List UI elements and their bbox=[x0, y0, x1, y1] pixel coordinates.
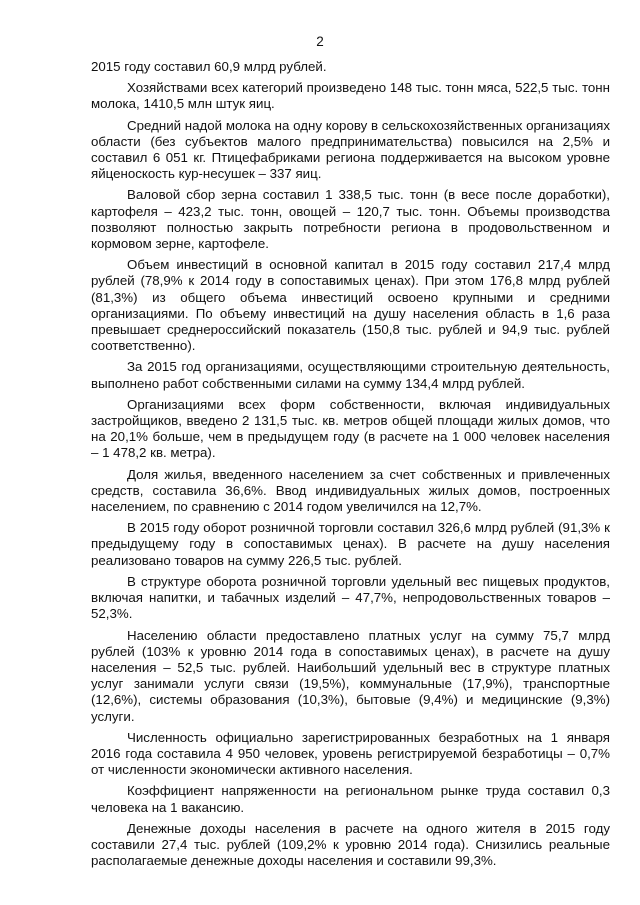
paragraph-paid-services: Населению области предоставлено платных услуг на сумму 75,7 млрд рублей (103% к уровню 2014 года в сопоставимых ценах), в расчете на душу населения – 52,5 тыс. рублей. Наибольший удельный вес в структуре платных услуг занимали услуги связи (19,5%), коммунальные (17,9%), транспортные (12,6%), системы образования (10,3%), бытовые (9,4%) и медицинские (9,3%) услуги. bbox=[91, 627, 610, 724]
document-body bbox=[91, 59, 610, 874]
paragraph-continuation: 2015 году составил 60,9 млрд рублей. bbox=[91, 59, 327, 74]
paragraph-investment: Объем инвестиций в основной капитал в 2015 году составил 217,4 млрд рублей (78,9% к 2014 году в сопоставимых ценах). При этом 176,8 млрд рублей (81,3%) из общего объема инвестиций освоено крупными и средними организациями. По объему инвестиций на душу населения область в 1,6 раза превышает среднероссийский показатель (150,8 тыс. рублей и 94,9 тыс. рублей соответственно). bbox=[91, 257, 610, 354]
paragraph-labor-tension: Коэффициент напряженности на региональном рынке труда составил 0,3 человека на 1 вакансию. bbox=[91, 783, 610, 815]
paragraph-retail-structure: В структуре оборота розничной торговли удельный вес пищевых продуктов, включая напитки, и табачных изделий – 47,7%, непродовольственных товаров – 52,3%. bbox=[91, 573, 610, 622]
paragraph-income: Денежные доходы населения в расчете на одного жителя в 2015 году составили 27,4 тыс. рублей (109,2% к уровню 2014 года). Снизились реальные располагаемые денежные доходы населения и составили 99,3%. bbox=[91, 820, 610, 869]
page-number: 2 bbox=[316, 34, 324, 49]
paragraph-housing-share: Доля жилья, введенного населением за счет собственных и привлеченных средств, составила 36,6%. Ввод индивидуальных жилых домов, построенных населением, по сравнению с 2014 годом увеличился на 12,7%. bbox=[91, 466, 610, 515]
paragraph-grain-harvest: Валовой сбор зерна составил 1 338,5 тыс. тонн (в весе после доработки), картофеля – 423,2 тыс. тонн, овощей – 120,7 тыс. тонн. Объемы производства позволяют полностью закрыть потребности региона в продовольственном и кормовом зерне, картофеле. bbox=[91, 187, 610, 252]
paragraph-milk-yield: Средний надой молока на одну корову в сельскохозяйственных организациях области (без субъектов малого предпринимательства) повысился на 2,5% и составил 6 051 кг. Птицефабриками региона поддерживается на высоком уровне яйценоскость кур-несушек – 337 яиц. bbox=[91, 117, 610, 182]
paragraph-construction: За 2015 год организациями, осуществляющими строительную деятельность, выполнено работ собственными силами на сумму 134,4 млрд рублей. bbox=[91, 359, 610, 391]
paragraph-retail-turnover: В 2015 году оборот розничной торговли составил 326,6 млрд рублей (91,3% к предыдущему году в сопоставимых ценах). В расчете на душу населения реализовано товаров на сумму 226,5 тыс. рублей. bbox=[91, 520, 610, 568]
paragraph-farm-production: Хозяйствами всех категорий произведено 148 тыс. тонн мяса, 522,5 тыс. тонн молока, 1410,5 млн штук яиц. bbox=[91, 80, 610, 112]
paragraph-housing: Организациями всех форм собственности, включая индивидуальных застройщиков, введено 2 131,5 тыс. кв. метров общей площади жилых домов, что на 20,1% больше, чем в предыдущем году (в расчете на 1 000 человек населения – 1 478,2 кв. метра). bbox=[91, 396, 610, 461]
paragraph-unemployment: Численность официально зарегистрированных безработных на 1 января 2016 года составила 4 950 человек, уровень регистрируемой безработицы – 0,7% от численности экономически активного населения. bbox=[91, 729, 610, 778]
